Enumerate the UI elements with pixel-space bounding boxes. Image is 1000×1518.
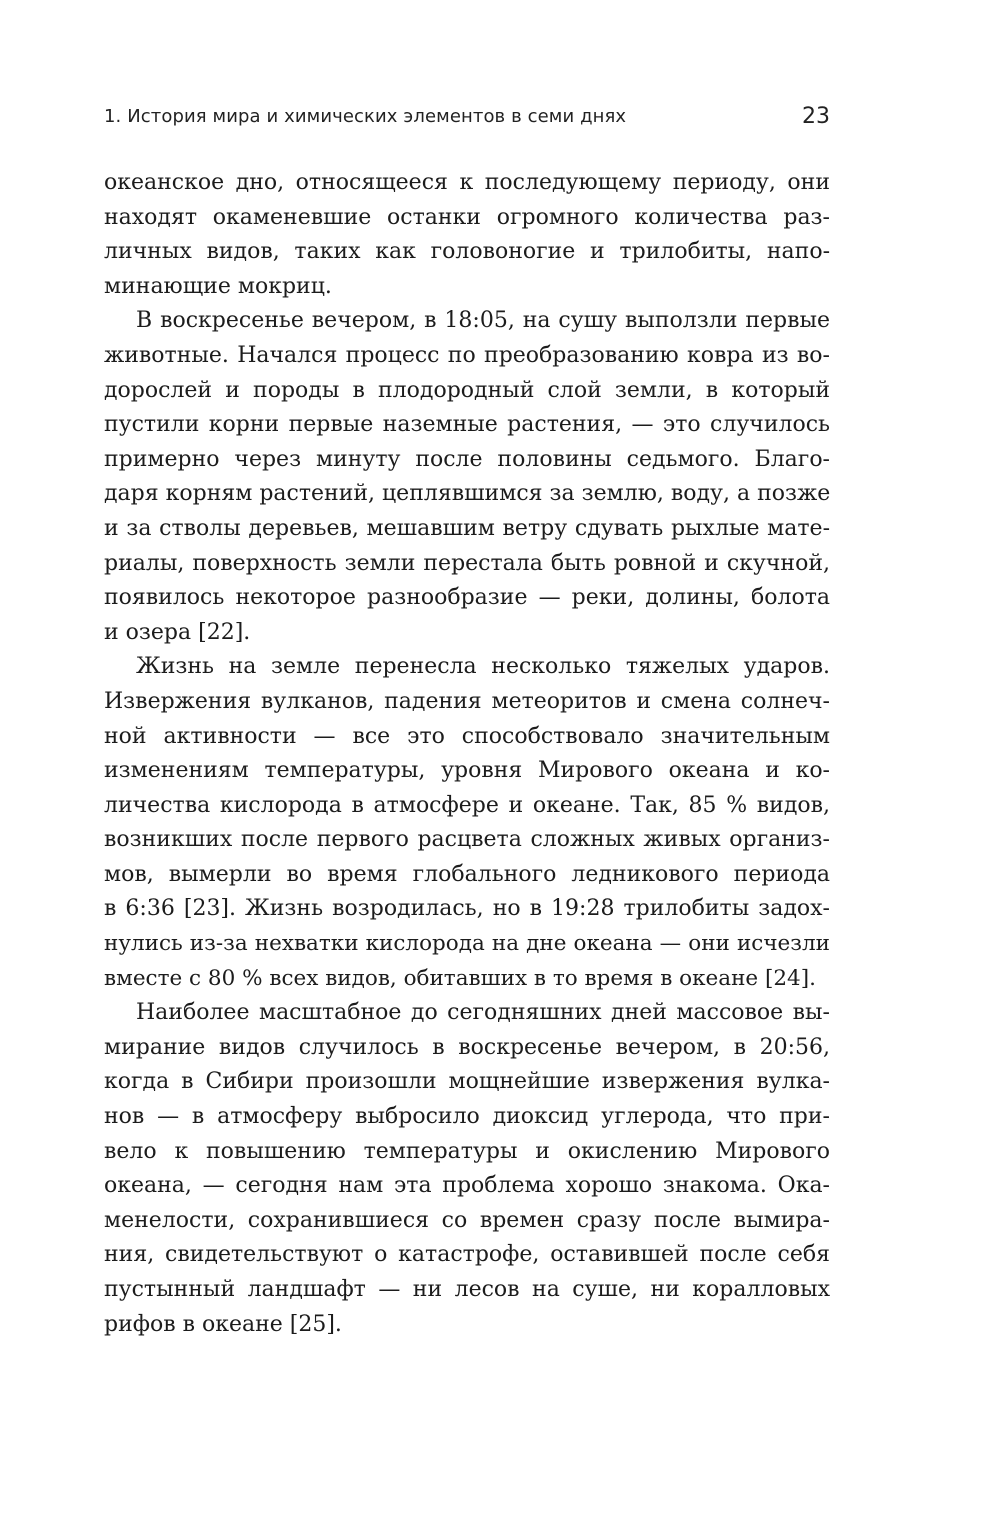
text-line: вместе с 80 % всех видов, обитавших в то время в океане [24]. xyxy=(104,965,816,991)
text-line: в 6:36 [23]. Жизнь возродилась, но в 19:28 трилобиты задох- xyxy=(104,896,830,922)
text-line: менелости, сохранившиеся со времен сразу после вымира- xyxy=(104,1207,830,1233)
text-line: личества кислорода в атмосфере и океане. Так, 85 % видов, xyxy=(104,792,830,818)
paragraph-4 xyxy=(104,996,830,1342)
text-line: и озера [22]. xyxy=(104,619,251,645)
text-line: нов — в атмосферу выбросило диоксид углерода, что при- xyxy=(104,1104,830,1130)
text-line: риалы, поверхность земли перестала быть ровной и скучной, xyxy=(104,550,830,576)
text-line: дорослей и породы в плодородный слой земли, в который xyxy=(104,377,830,403)
text-line: рифов в океане [25]. xyxy=(104,1311,342,1337)
text-line: изменениям температуры, уровня Мирового океана и ко- xyxy=(104,758,830,784)
chapter-running-title: 1. История мира и химических элементов в семи днях xyxy=(104,105,627,127)
text-line: мирание видов случилось в воскресенье вечером, в 20:56, xyxy=(104,1034,830,1060)
running-head xyxy=(104,96,830,136)
text-line: вело к повышению температуры и окислению Мирового xyxy=(104,1138,830,1164)
text-line: В воскресенье вечером, в 18:05, на сушу выползли первые xyxy=(136,308,830,334)
text-line: пустили корни первые наземные растения, — это случилось xyxy=(104,412,830,438)
text-line: появилось некоторое разнообразие — реки, долины, болота xyxy=(104,585,830,611)
body-text xyxy=(104,166,830,1342)
text-line: личных видов, таких как головоногие и трилобиты, напо- xyxy=(104,239,830,265)
paragraph-2 xyxy=(104,304,830,650)
text-line: ния, свидетельствуют о катастрофе, оставившей после себя xyxy=(104,1242,830,1268)
text-line: пустынный ландшафт — ни лесов на суше, ни коралловых xyxy=(104,1277,830,1302)
text-line: нулись из-за нехватки кислорода на дне океана — они исчезли xyxy=(104,931,830,957)
text-line: когда в Сибири произошли мощнейшие извержения вулка- xyxy=(104,1069,830,1095)
text-line: возникших после первого расцвета сложных живых организ- xyxy=(104,827,830,853)
text-line: мов, вымерли во время глобального ледникового периода xyxy=(104,861,830,887)
paragraph-1 xyxy=(104,166,830,304)
text-line: даря корням растений, цеплявшимся за землю, воду, а позже xyxy=(104,481,831,507)
text-line: находят окаменевшие останки огромного количества раз- xyxy=(104,204,830,230)
paragraph-3 xyxy=(104,650,830,996)
text-line: Жизнь на земле перенесла несколько тяжелых ударов. xyxy=(136,654,830,680)
text-line: Наиболее масштабное до сегодняшних дней массовое вы- xyxy=(136,1000,830,1026)
text-line: ной активности — все это способствовало значительным xyxy=(104,723,830,749)
text-line: минающие мокриц. xyxy=(104,273,332,299)
text-line: океана, — сегодня нам эта проблема хорошо знакома. Ока- xyxy=(104,1173,830,1199)
text-line: и за стволы деревьев, мешавшим ветру сдувать рыхлые мате- xyxy=(104,515,830,541)
page-number: 23 xyxy=(802,103,830,129)
text-line: Извержения вулканов, падения метеоритов и смена солнеч- xyxy=(104,688,830,714)
text-line: океанское дно, относящееся к последующему периоду, они xyxy=(104,170,830,195)
text-line: животные. Начался процесс по преобразованию ковра из во- xyxy=(104,342,830,368)
text-line: примерно через минуту после половины седьмого. Благо- xyxy=(104,446,830,472)
